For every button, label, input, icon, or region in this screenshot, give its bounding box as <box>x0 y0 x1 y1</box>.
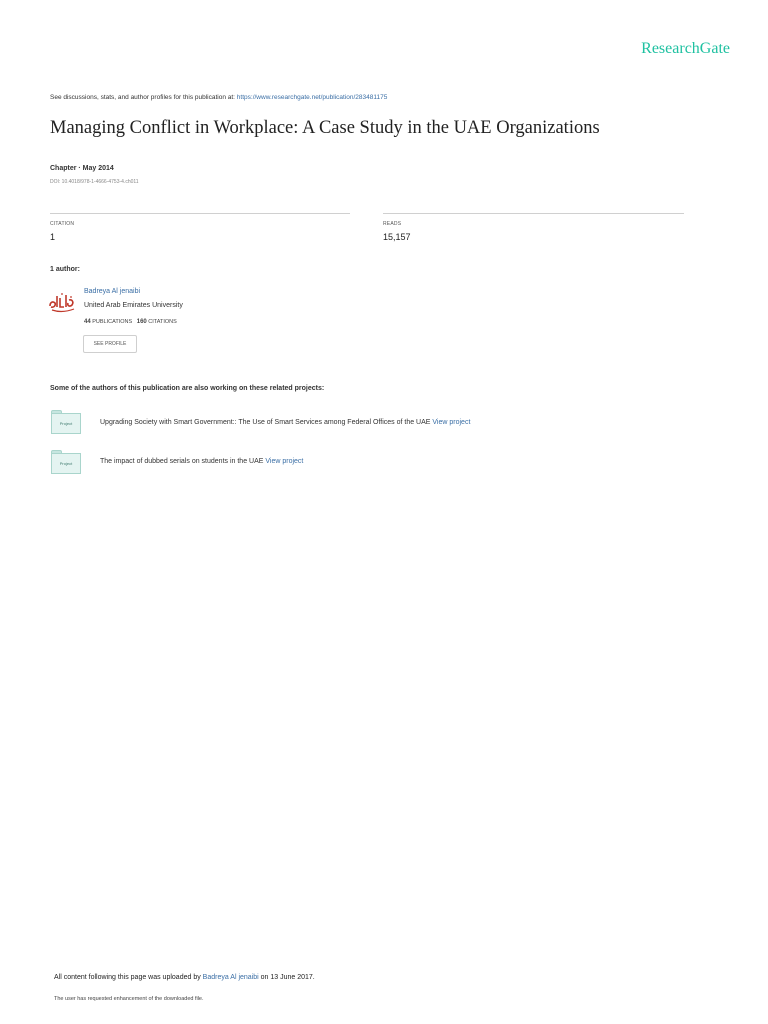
uploader-link[interactable]: Badreya Al jenaibi <box>202 974 259 981</box>
see-profile-button[interactable]: SEE PROFILE <box>83 335 137 353</box>
project-item <box>100 458 303 465</box>
project-folder-icon: Project <box>51 410 81 434</box>
discussion-line <box>50 94 387 101</box>
chapter-type: Chapter · May 2014 <box>50 165 114 172</box>
project-title: Upgrading Society with Smart Government:: The Use of Smart Services among Federal Offices of the UAE <box>100 419 433 426</box>
citations-count: 160 <box>136 319 147 325</box>
publications-count: 44 <box>84 319 91 325</box>
publication-title: Managing Conflict in Workplace: A Case Study in the UAE Organizations <box>50 118 600 138</box>
project-item <box>100 419 470 426</box>
author-name-link[interactable]: Badreya Al jenaibi <box>84 288 141 295</box>
view-project-link[interactable]: View project <box>265 458 304 465</box>
uploaded-by-line <box>54 974 315 981</box>
view-project-link[interactable]: View project <box>432 419 471 426</box>
publication-link[interactable]: https://www.researchgate.net/publication/283481175 <box>236 94 388 101</box>
author-avatar[interactable] <box>48 290 76 314</box>
requested-enhancement-note: The user has requested enhancement of the downloaded file. <box>54 996 204 1002</box>
related-projects-label: Some of the authors of this publication are also working on these related projects: <box>50 385 325 392</box>
citation-label: CITATION <box>50 221 75 227</box>
divider-right <box>383 213 684 214</box>
doi: DOI: 10.4018/978-1-4666-4753-4.ch011 <box>50 179 139 185</box>
publications-label: PUBLICATIONS <box>92 319 133 325</box>
researchgate-logo[interactable]: ResearchGate <box>641 40 730 57</box>
author-institution: United Arab Emirates University <box>84 302 183 309</box>
reads-value: 15,157 <box>383 232 411 242</box>
discussion-text: See discussions, stats, and author profiles for this publication at: <box>50 94 237 101</box>
author-stats <box>84 319 177 325</box>
authors-label: 1 author: <box>50 266 80 273</box>
uploaded-prefix: All content following this page was uploaded by <box>54 974 203 981</box>
citation-value: 1 <box>50 232 56 242</box>
divider-left <box>50 213 350 214</box>
project-title: The impact of dubbed serials on students in the UAE <box>100 458 266 465</box>
project-folder-icon: Project <box>51 450 81 474</box>
citations-label: CITATIONS <box>148 319 177 325</box>
uploaded-suffix: on 13 June 2017. <box>258 974 315 981</box>
reads-label: READS <box>383 221 402 227</box>
